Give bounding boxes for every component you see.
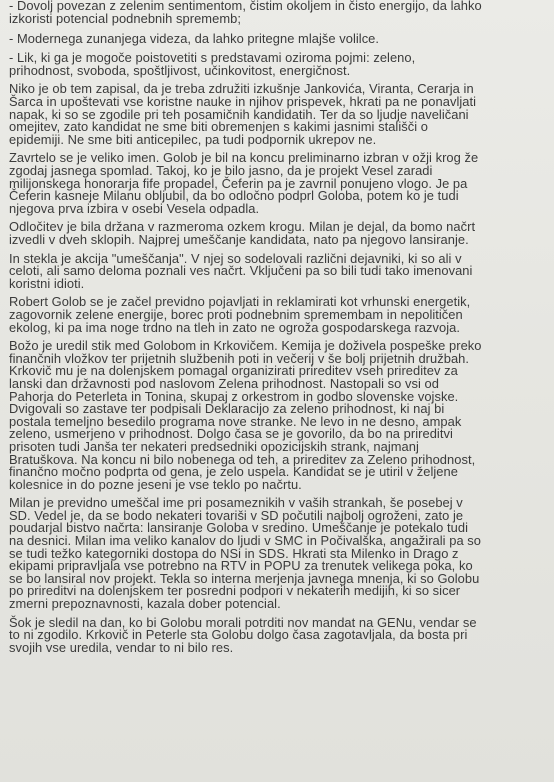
text-line: Zavrtelo se je veliko imen. Golob je bil na koncu preliminarno izbran v ožji krog že	[9, 150, 479, 166]
text-line: finančnih vložkov ter prijetnih službenih poti in večerij v še bolj prijetnih družbah.	[9, 350, 470, 366]
text-line: to ni zgodilo. Krkovič in Peterle sta Golobu dolgo časa zagotavljala, da bosta pri	[9, 627, 468, 643]
paragraph-names	[9, 152, 532, 215]
text-line: poudarjal bistvo načrta: lansiranje Goloba v sredino. Umeščanje je potekalo tudi	[9, 520, 469, 536]
paragraph-golob	[9, 296, 532, 334]
text-line: Niko je ob tem zapisal, da je treba združiti izkušnje Jankovića, Viranta, Cerarja in	[9, 81, 474, 97]
paragraph-bozo	[9, 340, 532, 491]
text-line: SD. Vedel je, da se bodo nekateri tovariši v SD počutili najbolj ogroženi, zato je	[9, 507, 464, 523]
text-line: izkoristi potencial podnebnih sprememb;	[9, 10, 241, 26]
text-line: po prireditvi na dolenjskem ter posredni podpori v nekaterih medijih, ki so sicer	[9, 583, 461, 599]
text-line: na desnici. Milan ima veliko kanalov do ljudi v SMC in Počivalška, angažirali pa so	[9, 533, 482, 549]
text-line: koristni idioti.	[9, 275, 85, 291]
text-line: omejitev, zato kandidat ne sme biti obremenjen s kakimi jasnimi stališči o	[9, 119, 428, 135]
text-line: Božo je uredil stik med Golobom in Krkovičem. Kemija je doživela pospeške preko	[9, 338, 482, 354]
text-line: - Modernega zunanjega videza, da lahko pritegne mlajše volilce.	[9, 30, 380, 46]
text-line: celoti, ali samo deloma poznali ves načrt. Vključeni pa so bili tudi tako imenovani	[9, 263, 473, 279]
paragraph-niko	[9, 83, 532, 146]
text-line: lanski dan državnosti pod naslovom Zelena prihodnost. Nastopali so vsi od	[9, 375, 439, 391]
text-line: svojih vse uredila, vendar to ni bilo res.	[9, 639, 234, 655]
text-line: kolesnice in do pozne jeseni je vse teklo po načrtu.	[9, 476, 302, 492]
text-line: Krkovič mu je na dolenjskem pomagal organizirati prireditev vseh prireditev za	[9, 363, 458, 379]
text-line: Robert Golob se je začel previdno pojavljati in reklamirati kot vrhunski energetik,	[9, 294, 471, 310]
bullet-character	[9, 52, 532, 77]
text-line: zmerni prepoznavnosti, kazala dober potencial.	[9, 596, 281, 612]
text-line: zgodaj jasnega spomlad. Takoj, ko je bilo jasno, da je projekt Vesel zaradi	[9, 163, 433, 179]
text-line: napak, ki so se zgodile pri teh posamičnih kandidatih. Ter da so ljudje naveličani	[9, 106, 469, 122]
text-line: Dvigovali so zastave ter podpisali Deklaracijo za zeleno prihodnost, ki naj bi	[9, 401, 445, 417]
text-line: Milan je previdno umeščal ime pri posameznikih v vaših strankah, še posebej v	[9, 495, 463, 511]
text-line: prihodnost, svoboda, spoštljivost, učinkovitost, energičnost.	[9, 62, 351, 78]
text-line: ekipami pripravljala vse potrebno na RTV in POPU za trenutek velikega poka, ko	[9, 558, 473, 574]
text-line: zeleno, usmerjeno v prihodnost. Dolgo časa se je govorilo, da bo na prireditvi	[9, 426, 453, 442]
text-line: postala temeljno besedilo programa nove stranke. Ne levo in ne desno, ampak	[9, 413, 462, 429]
text-line: epidemiji. Ne sme biti anticepilec, pa tudi podpornik ukrepov ne.	[9, 131, 377, 147]
text-line: njegova prva izbira v osebi Vesela odpadla.	[9, 200, 260, 216]
text-line: Bratuškova. Na koncu ni bilo nobenega od teh, a prireditev za Zeleno prihodnost,	[9, 451, 476, 467]
text-line: ekolog, ki pa ima noge trdno na tleh in zato ne ogroža gospodarskega razvoja.	[9, 319, 461, 335]
text-line: finančno močno podprta od gena, je zelo uspela. Kandidat se je utiril v željene	[9, 464, 458, 480]
paragraph-milan	[9, 497, 532, 610]
paragraph-shock	[9, 614, 532, 655]
text-line: se tudi težko kategorniki dostopa do NSi in SDS. Hkrati sta Milenko in Drago z	[9, 545, 459, 561]
text-line: Odločitev je bila držana v razmeroma ozkem krogu. Milan je dejal, da bomo načrt	[9, 219, 476, 235]
text-line: In stekla je akcija "umeščanja". V njej so sodelovali različni dejavniki, ki so ali v	[9, 250, 462, 266]
text-line: milijonskega honorarja fife propadel, Čeferin pa je zavrnil ponujeno vlogo. Je pa	[9, 175, 468, 191]
text-line: prisoten tudi Janša ter nekateri predsedniki opozicijskih strank, najmanj	[9, 438, 419, 454]
text-line: - Lik, ki ga je mogoče poistovetiti s predstavami oziroma pojmi: zeleno,	[9, 50, 416, 66]
text-line: Šok je sledil na dan, ko bi Golobu morali potrditi nov mandat na GENu, vendar se	[9, 614, 477, 630]
text-line: Šarca in upoštevati vse koristne nauke in njihov prispevek, hkrati pa ne ponavljati	[9, 94, 477, 110]
text-line: Pahorja do Peterleta in Tonina, skupaj z orkestrom in godbo slovenske vojske.	[9, 388, 459, 404]
bullet-green-sentiment	[9, 0, 532, 25]
bullet-modern-look	[9, 30, 532, 46]
text-line: zagovornik zelene energije, borec proti podnebnim spremembam in nepolitičen	[9, 306, 463, 322]
text-line: Čeferin kasneje Milanu obljubil, da bo odločno podprl Goloba, potem ko je tudi	[9, 188, 459, 204]
text-line: izvedli v dveh sklopih. Najprej umeščanje kandidata, nato pa njegovo lansiranje.	[9, 232, 469, 247]
text-line: - Dovolj povezan z zelenim sentimentom, čistim okoljem in čisto energijo, da lahko	[9, 0, 482, 13]
paragraph-decision	[9, 221, 532, 246]
text-line: se bo lansiral nov projekt. Tekla so interna merjenja javnega mnenja, ki so Golobu	[9, 570, 480, 586]
paragraph-action	[9, 250, 532, 291]
